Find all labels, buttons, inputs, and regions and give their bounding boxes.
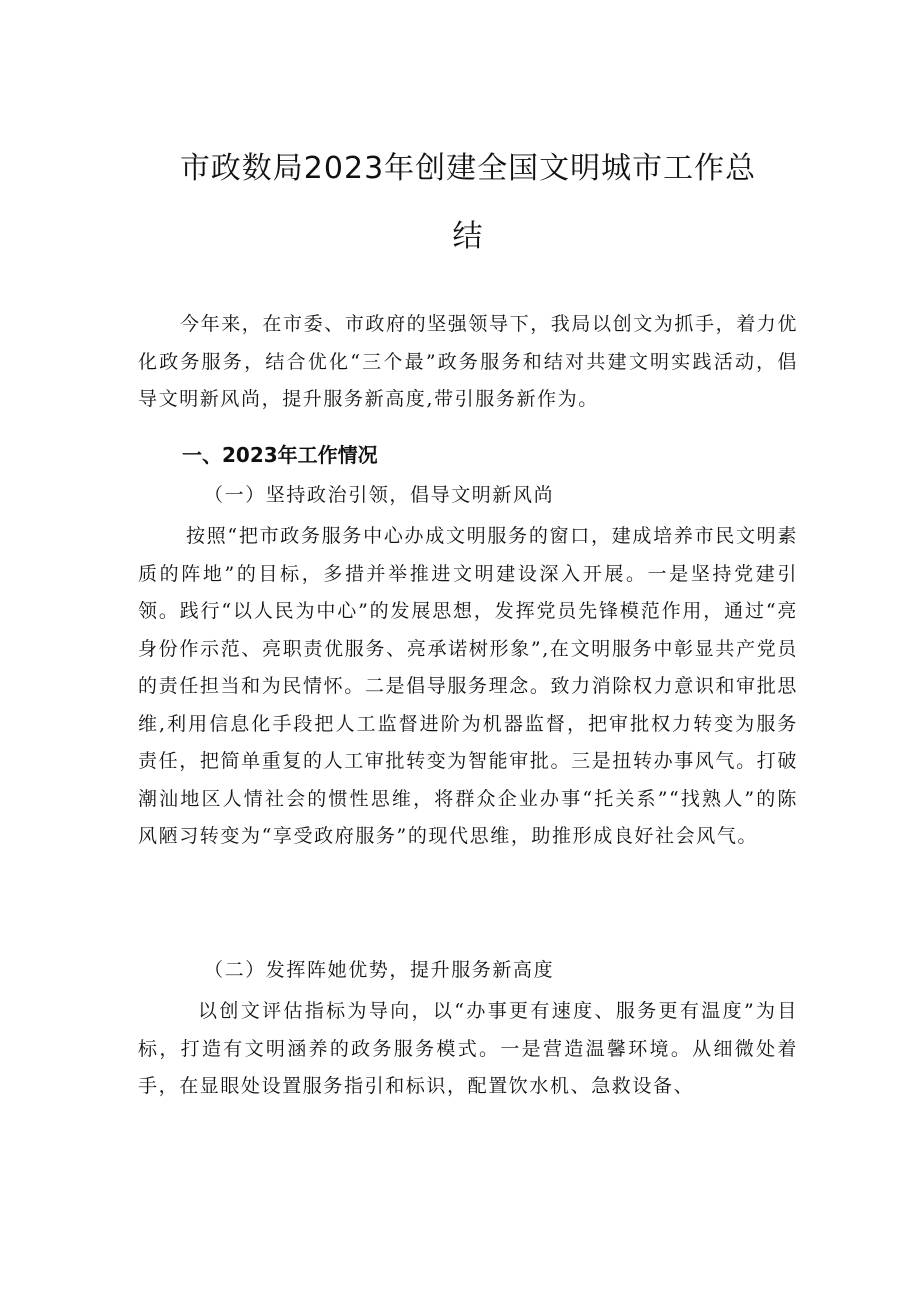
- subsection-heading-1: （一）坚持政治引领，倡导文明新风尚: [204, 484, 555, 506]
- subsection-1-paragraph: 按照“把市政务服务中心办成文明服务的窗口，建成培养市民文明素质的阵地”的目标，多措并举推进文明建设深入开展。一是坚持党建引领。践行“以人民为中心”的发展思想，发挥党员先锋模范作用，通过“亮身份作示范、亮职责优服务、亮承诺树形象”,在文明服务中彰显共产党员的责任担当和为民情怀。二是倡导服务理念。致力消除权力意识和审批思维,利用信息化手段把人工监督进阶为机器监督，把审批权力转变为服务责任，把简单重复的人工审批转变为智能审批。三是扭转办事风气。打破潮汕地区人情社会的惯性思维，将群众企业办事“托关系”“找熟人”的陈风陋习转变为“享受政府服务”的现代思维，助推形成良好社会风气。: [138, 525, 798, 847]
- subsection-heading-2: （二）发挥阵她优势，提升服务新高度: [204, 959, 555, 981]
- document-title-line2: 结: [452, 219, 484, 254]
- document-title-line1: 市政数局2023年创建全国文明城市工作总: [179, 151, 757, 186]
- section-heading-1: 一、2023年工作情况: [182, 443, 378, 467]
- subsection-2-paragraph: 以创文评估指标为导向，以“办事更有速度、服务更有温度”为目标，打造有文明涵养的政务服务模式。一是营造温馨环境。从细微处着手，在显眼处设置服务指引和标识，配置饮水机、急救设备、: [138, 1000, 798, 1097]
- intro-paragraph: 今年来，在市委、市政府的坚强领导下，我局以创文为抓手，着力优化政务服务，结合优化“三个最”政务服务和结对共建文明实践活动，倡导文明新风尚，提升服务新高度,带引服务新作为。: [138, 313, 799, 410]
